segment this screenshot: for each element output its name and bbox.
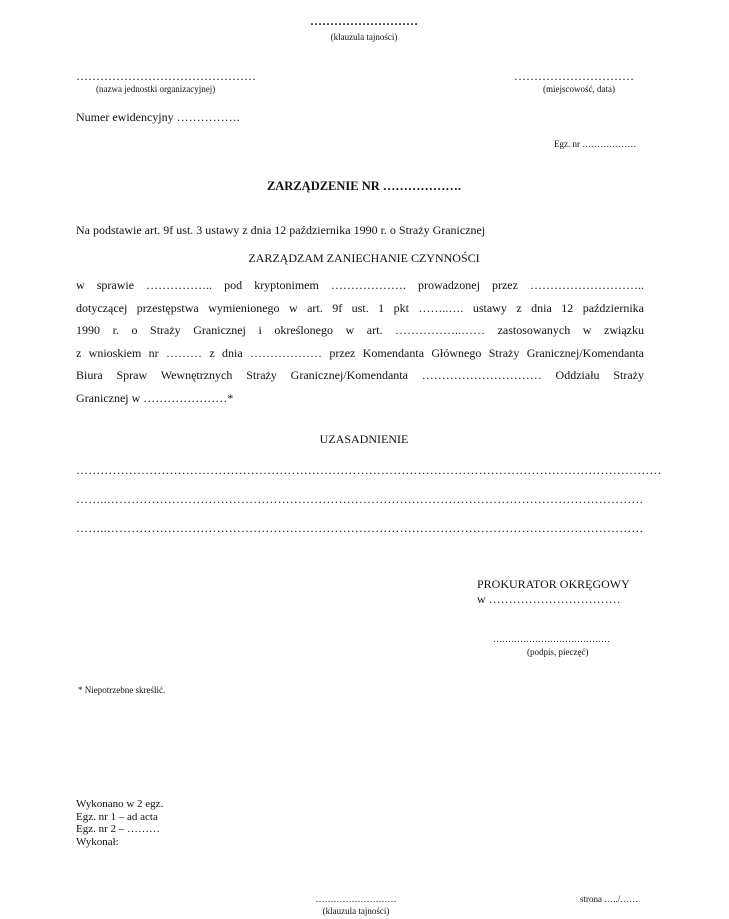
prosecutor-location: w ……………………………	[477, 592, 621, 606]
footer-classification-caption: (klauzula tajności)	[322, 906, 390, 916]
copy-number: Egz. nr ………………	[554, 139, 637, 149]
signature-caption: (podpis, pieczęć)	[527, 647, 589, 657]
body-line: 1990 r. o Straży Granicznej i określonego w art. ……………..…… zastosowanych w związku	[76, 323, 644, 337]
execution-line: Egz. nr 1 – ad acta	[76, 810, 158, 823]
document-title: ZARZĄDZENIE NR ……………….	[266, 179, 462, 193]
footnote: * Niepotrzebne skreślić.	[78, 685, 166, 695]
justification-heading: UZASADNIENIE	[319, 432, 409, 446]
signature-dots: …………………………………	[493, 634, 610, 644]
legal-basis: Na podstawie art. 9f ust. 3 ustawy z dnia 12 października 1990 r. o Straży Granicznej	[76, 223, 486, 237]
unit-name-caption: (nazwa jednostki organizacyjnej)	[96, 84, 216, 94]
execution-line: Wykonał:	[76, 835, 119, 848]
execution-line: Egz. nr 2 – ………	[76, 823, 161, 835]
justification-line: ……..……………………………………………………………………………………………………………………	[76, 521, 644, 535]
justification-line: ………………………………………………………………………………………………………………………………	[76, 463, 662, 477]
execution-line: Wykonano w 2 egz.	[76, 798, 164, 810]
body-line: z wnioskiem nr ……… z dnia ……………… przez Komendanta Głównego Straży Granicznej/Komendanta	[76, 345, 644, 360]
body-line: w sprawie …………….. pod kryptonimem ………………. prowadzonej przez ………………………..	[76, 278, 644, 292]
body-line: Biura Spraw Wewnętrznych Straży Granicznej/Komendanta ………………………… Oddziału Straży	[76, 368, 644, 382]
unit-name-dots: ………………………………………	[76, 69, 256, 83]
top-classification-dots: ………………………	[310, 14, 418, 28]
place-date-caption: (miejscowość, data)	[543, 84, 615, 94]
footer-classification-dots: ………………………	[315, 894, 397, 904]
body-line: dotyczącej przestępstwa wymienionego w art. 9f ust. 1 pkt ……..…. ustawy z dnia 12 października	[76, 300, 644, 315]
record-number: Numer ewidencyjny …………….	[76, 110, 240, 124]
page-number: strona …../……	[580, 894, 639, 904]
place-date-dots: …………………………	[514, 69, 634, 83]
execution-block	[76, 798, 163, 848]
decision-heading: ZARZĄDZAM ZANIECHANIE CZYNNOŚCI	[248, 251, 480, 265]
decision-body	[76, 274, 644, 409]
justification-line: ……..……………………………………………………………………………………………………………………	[76, 492, 644, 506]
top-classification-caption: (klauzula tajności)	[330, 32, 398, 42]
body-line: Granicznej w …………………*	[76, 390, 234, 405]
prosecutor-title: PROKURATOR OKRĘGOWY	[477, 577, 630, 591]
